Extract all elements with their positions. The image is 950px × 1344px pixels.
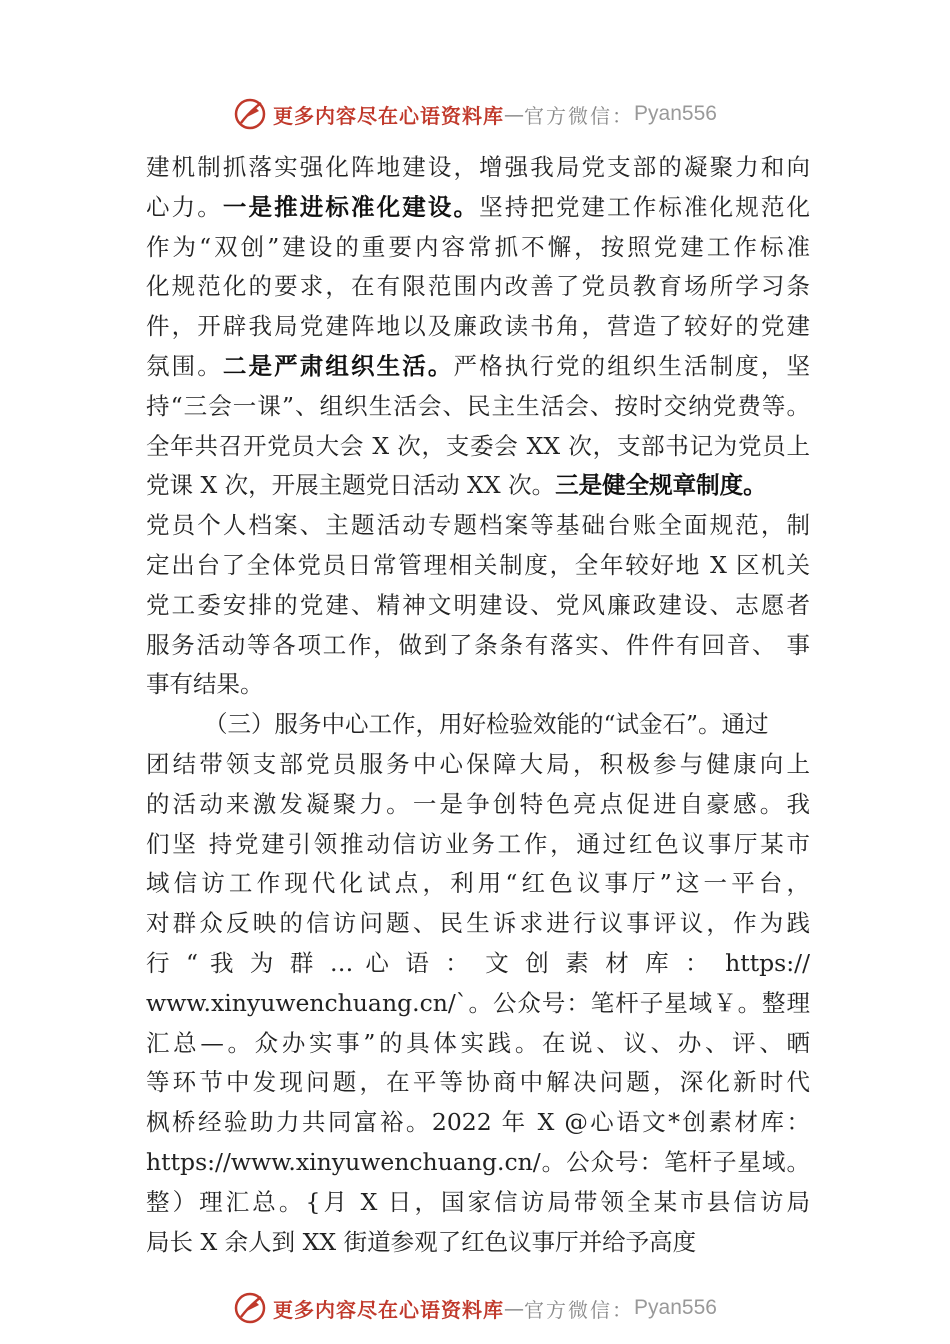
quill-logo-icon xyxy=(233,1291,267,1325)
text-line xyxy=(146,188,810,228)
line-text: 事有结果。 xyxy=(146,670,264,699)
line-text: 建机制抓落实强化阵地建设，增强我局党支部的凝聚力和向 xyxy=(146,153,810,181)
line-text: www.xinyuwenchuang.cn/`。公众号：笔杆子星域￥。整理 xyxy=(146,988,810,1017)
text-line xyxy=(146,148,810,188)
line-text: 作为“双创”建设的重要内容常抓不懈，按照党建工作标准 xyxy=(146,232,810,261)
banner-separator: — xyxy=(504,102,525,126)
line-text: 局长 X 余人到 XX 街道参观了红色议事厅并给予高度 xyxy=(146,1227,697,1256)
text-line xyxy=(146,427,810,467)
line-text: 定出台了全体党员日常管理相关制度，全年较好地 X 区机关 xyxy=(146,550,810,579)
line-text: 团结带领支部党员服务中心保障大局，积极参与健康向上 xyxy=(146,749,810,778)
banner-wechat-id: Pyan556 xyxy=(634,102,717,125)
text-line xyxy=(146,1143,810,1183)
line-text: 服务活动等各项工作，做到了条条有落实、件件有回音、 事 xyxy=(146,630,810,659)
line-text: 整）理汇总。{月 X 日，国家信访局带领全某市县信访局 xyxy=(146,1187,810,1216)
text-line xyxy=(146,745,810,785)
text-line xyxy=(146,586,810,626)
bold-heading-text: 三是健全规章制度。 xyxy=(555,471,767,500)
line-text: 行 “ 我 为 群 … 心 语 ： 文 创 素 材 库 ： https:// xyxy=(146,948,810,977)
line-text: 氛围。 xyxy=(146,351,223,380)
text-line xyxy=(146,1024,810,1064)
header-watermark-banner xyxy=(0,92,950,136)
banner-wechat-label: 官方微信： xyxy=(524,1297,635,1322)
line-text: 的活动来激发凝聚力。一是争创特色亮点促进自豪感。我 xyxy=(146,789,810,818)
bold-heading-text: 二是严肃组织生活。 xyxy=(222,351,454,380)
text-line xyxy=(146,466,810,506)
text-line xyxy=(146,904,810,944)
line-text: 党课 X 次，开展主题党日活动 XX 次。 xyxy=(146,471,556,500)
text-line xyxy=(146,705,810,745)
text-line xyxy=(146,1183,810,1223)
bold-heading-text: 一是推进标准化建设。 xyxy=(222,192,480,221)
text-line xyxy=(146,665,810,705)
quill-logo-icon xyxy=(233,97,267,131)
line-text: https://www.xinyuwenchuang.cn/。公众号：笔杆子星域。 xyxy=(146,1147,810,1176)
line-text: 们坚 持党建引领推动信访业务工作，通过红色议事厅某市 xyxy=(146,829,810,858)
text-line xyxy=(146,387,810,427)
text-line xyxy=(146,864,810,904)
text-line xyxy=(146,984,810,1024)
text-line xyxy=(146,626,810,666)
text-line xyxy=(146,1063,810,1103)
text-line xyxy=(146,347,810,387)
line-text: 心力。 xyxy=(146,192,223,221)
document-body xyxy=(146,148,810,1262)
line-text: 坚持把党建工作标准化规范化 xyxy=(479,192,811,221)
line-text: 对群众反映的信访问题、民生诉求进行议事评议，作为践 xyxy=(146,909,810,938)
line-text: 党工委安排的党建、精神文明建设、党风廉政建设、志愿者 xyxy=(146,590,810,619)
line-text: 严格执行党的组织生活制度，坚 xyxy=(453,351,811,380)
text-line xyxy=(146,825,810,865)
text-line xyxy=(146,1103,810,1143)
text-line xyxy=(146,228,810,268)
text-line xyxy=(146,546,810,586)
line-text: 枫桥经验助力共同富裕。2022 年 X @心语文*创素材库： xyxy=(146,1108,810,1137)
banner-main-text: 更多内容尽在心语资料库 xyxy=(273,1297,505,1322)
line-text: （三）服务中心工作，用好检验效能的“试金石”。通过 xyxy=(204,710,769,739)
text-line xyxy=(146,307,810,347)
line-text: 件，开辟我局党建阵地以及廉政读书角，营造了较好的党建 xyxy=(146,312,810,341)
line-text: 党员个人档案、主题活动专题档案等基础台账全面规范，制 xyxy=(146,511,810,540)
line-text: 持“三会一课”、组织生活会、民主生活会、按时交纳党费等。 xyxy=(146,391,810,420)
text-line xyxy=(146,267,810,307)
banner-wechat-id: Pyan556 xyxy=(634,1296,717,1319)
line-text: 化规范化的要求，在有限范围内改善了党员教育场所学习条 xyxy=(146,272,810,301)
text-line xyxy=(146,785,810,825)
line-text: 汇总—。众办实事”的具体实践。在说、议、办、评、晒 xyxy=(146,1028,810,1057)
line-text: 等环节中发现问题，在平等协商中解决问题，深化新时代 xyxy=(146,1068,810,1097)
line-text: 域信访工作现代化试点，利用“红色议事厅”这一平台， xyxy=(146,869,810,898)
banner-main-text: 更多内容尽在心语资料库 xyxy=(273,103,505,128)
banner-separator: — xyxy=(504,1296,525,1320)
text-line xyxy=(146,506,810,546)
footer-watermark-banner xyxy=(0,1286,950,1330)
banner-wechat-label: 官方微信： xyxy=(524,103,635,128)
text-line xyxy=(146,1223,810,1263)
text-line xyxy=(146,944,810,984)
line-text: 全年共召开党员大会 X 次，支委会 XX 次，支部书记为党员上 xyxy=(146,431,810,460)
